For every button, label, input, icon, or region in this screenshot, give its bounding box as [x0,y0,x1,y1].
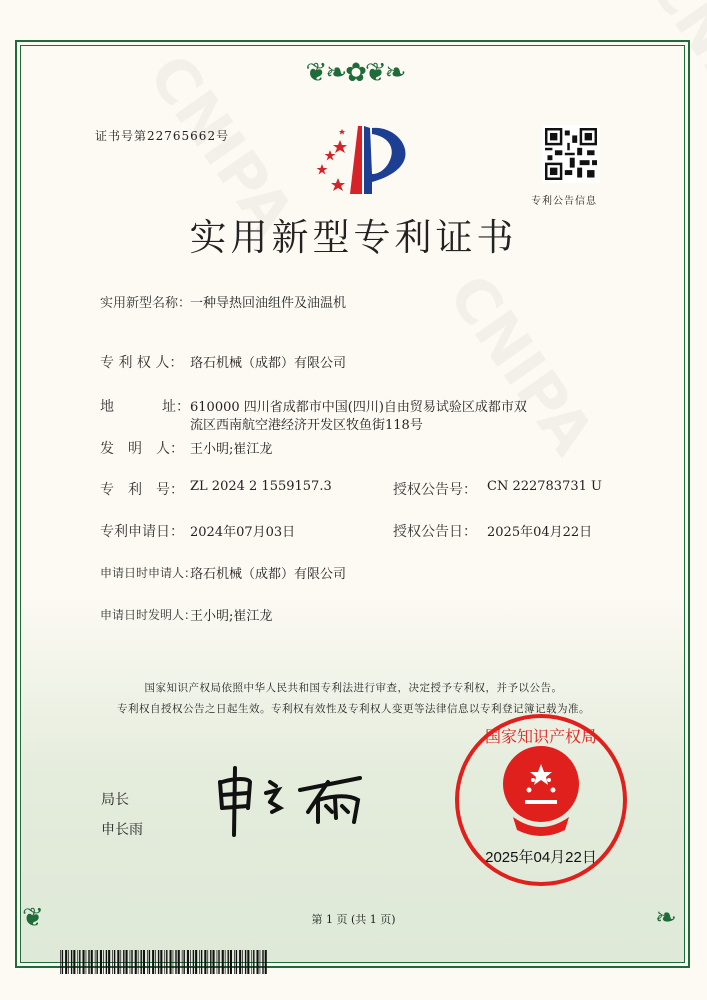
inventor-at-filing-value: 王小明;崔江龙 [190,609,273,624]
filing-date-label: 专利申请日： [100,524,184,540]
inventor-label: 发 明 人： [100,441,184,457]
publication-number-value: CN 222783731 U [487,479,602,494]
page-number: 第 1 页 (共 1 页) [311,913,396,926]
signatory-title: 局长 [101,792,129,808]
qr-code[interactable] [542,125,600,183]
signatory-name: 申长雨 [101,822,143,838]
patentee-value: 珞石机械（成都）有限公司 [190,356,347,371]
patentee-label: 专 利 权 人： [100,355,184,371]
publication-date-label: 授权公告日： [393,524,477,540]
address-line-1: 610000 四川省成都市中国(四川)自由贸易试验区成都市双 [190,400,527,415]
patent-number-value: ZL 2024 2 1559157.3 [190,479,332,494]
inventor-at-filing-label: 申请日时发明人： [100,608,197,622]
seal-date: 2025年04月22日 [485,849,597,866]
qr-label: 专利公告信息 [531,196,597,207]
statement-line-2: 专利权自授权公告之日起生效。专利权有效性及专利权人变更等法律信息以专利登记簿记载为准。 [117,703,590,715]
official-seal [453,712,629,888]
applicant-at-filing-label: 申请日时申请人： [100,566,197,580]
applicant-at-filing-value: 珞石机械（成都）有限公司 [190,567,347,582]
certificate-number: 证书号第22765662号 [95,129,230,143]
publication-number-label: 授权公告号： [393,482,477,498]
name-value: 一种导热回油组件及油温机 [190,296,347,311]
bottom-left-ornament: ❦ [22,903,44,933]
seal-text: 国家知识产权局 [484,727,598,746]
address-label: 地 [100,399,114,415]
patent-number-label: 专 利 号： [100,482,184,498]
cnipa-logo [300,124,412,198]
barcode [60,950,267,974]
bottom-right-ornament: ❧ [655,903,677,933]
handwritten-signature [210,760,380,850]
statement-line-1: 国家知识产权局依照中华人民共和国专利法进行审查，决定授予专利权，并予以公告。 [144,682,563,694]
page-title: 实用新型专利证书 [189,216,518,259]
address-label-suffix: 址： [162,399,190,415]
filing-date-value: 2024年07月03日 [190,525,296,540]
publication-date-value: 2025年04月22日 [487,525,593,540]
name-label: 实用新型名称： [100,296,192,311]
address-line-2: 流区西南航空港经济开发区牧鱼街118号 [190,418,423,433]
inventor-value: 王小明;崔江龙 [190,442,273,457]
top-ornament: ❦❧✿❦❧ [305,58,405,88]
